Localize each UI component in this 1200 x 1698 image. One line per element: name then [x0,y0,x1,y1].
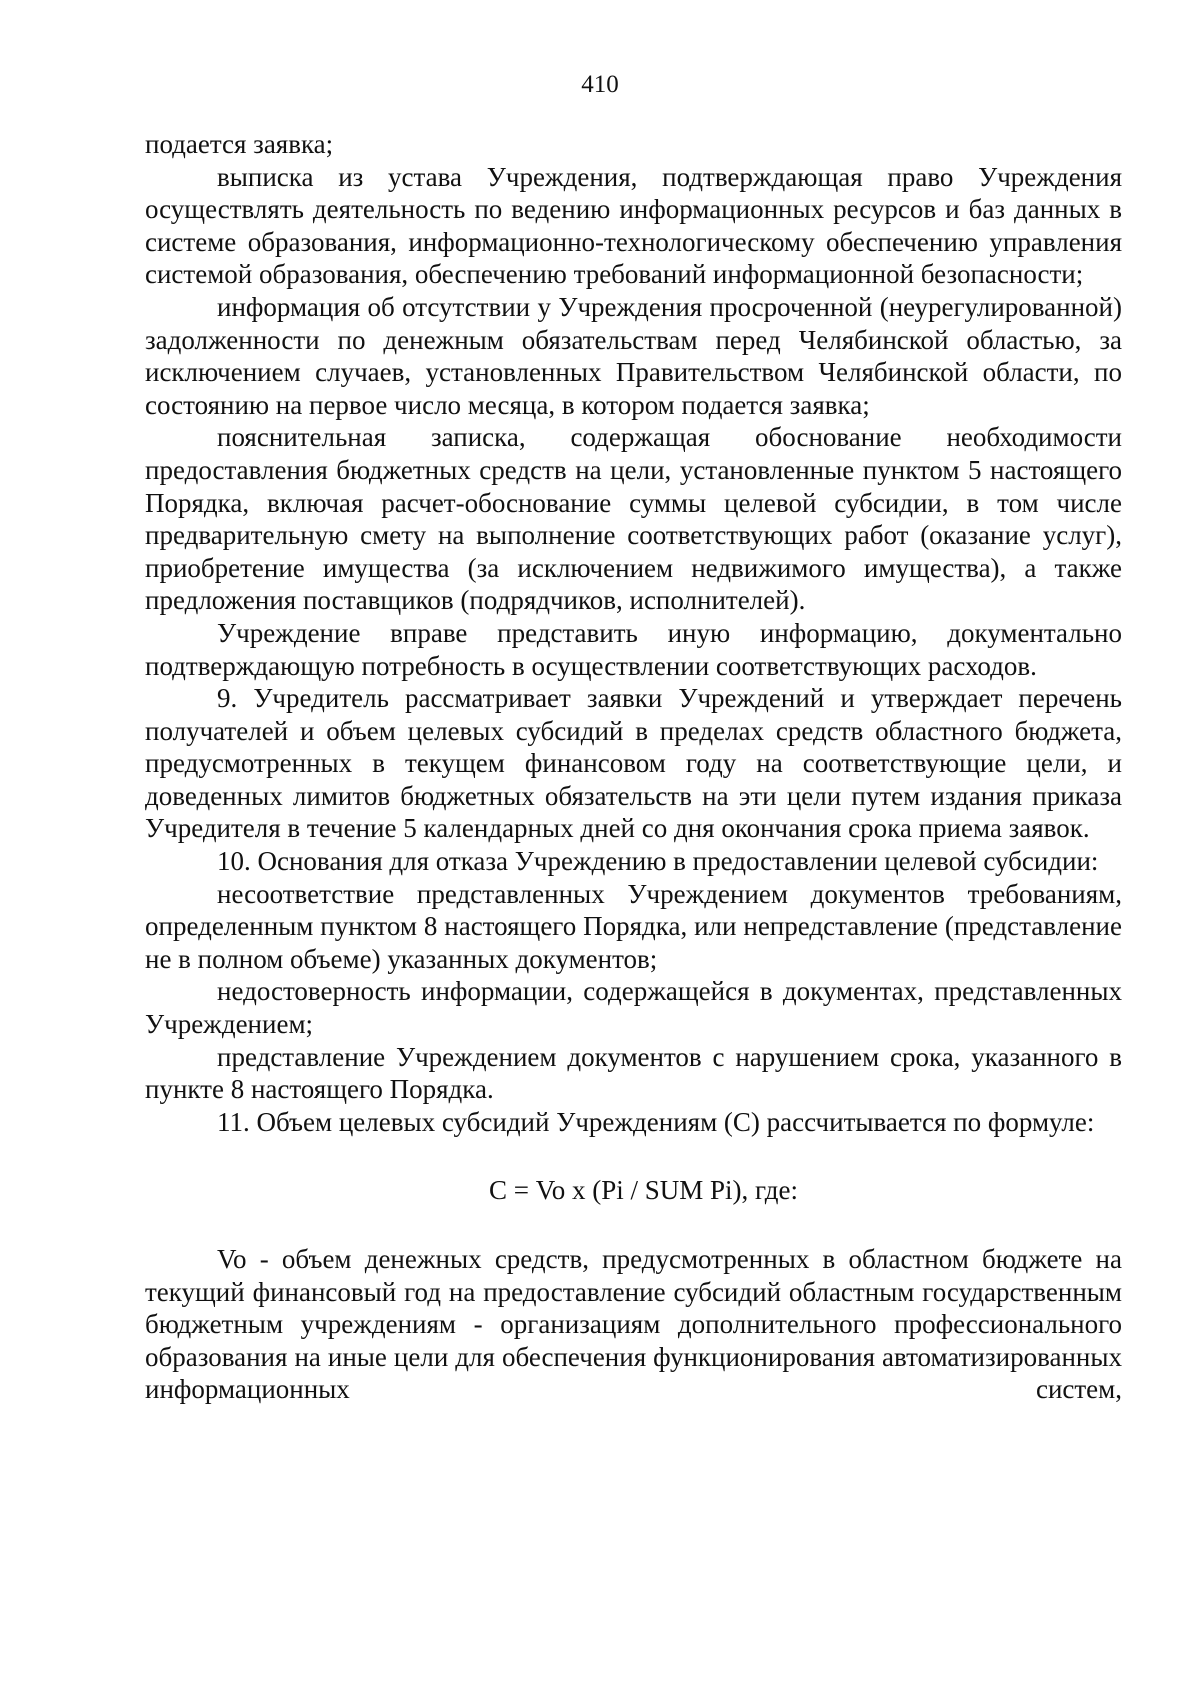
paragraph-other-info: Учреждение вправе представить иную информацию, документально подтверждающую потребность в осуществлении соответствующих расходов. [145,617,1122,681]
paragraph-charter-extract: выписка из устава Учреждения, подтверждающая право Учреждения осуществлять деятельность по ведению информационных ресурсов и баз данных в системе образования, информационно-технологическому обеспечению управления системой образования, обеспечению требований информационной безопасности; [145,161,1122,290]
paragraph-continuation: подается заявка; [145,129,334,159]
paragraph-item-11: 11. Объем целевых субсидий Учреждениям (С) рассчитывается по формуле: [217,1106,1095,1137]
paragraph-item-9: 9. Учредитель рассматривает заявки Учреждений и утверждает перечень получателей и объем целевых субсидий в пределах средств областного бюджета, предусмотренных в текущем финансовом году на соответствующие цели, и доведенных лимитов бюджетных обязательств на эти цели путем издания приказа Учредителя в течение 5 календарных дней со дня окончания срока приема заявок. [145,683,1122,844]
paragraph-explanatory-note: пояснительная записка, содержащая обоснование необходимости предоставления бюджетных средств на цели, установленные пунктом 5 настоящего Порядка, включая расчет-обоснование суммы целевой субсидии, в том числе предварительную смету на выполнение соответствующих работ (оказание услуг), приобретение имущества (за исключением недвижимого имущества), а также предложения поставщиков (подрядчиков, исполнителей). [145,422,1122,616]
paragraph-no-debt-info: информация об отсутствии у Учреждения просроченной (неурегулированной) задолженности по денежным обязательствам перед Челябинской областью, за исключением случаев, установленных Правительством Челябинской области, по состоянию на первое число месяца, в котором подается заявка; [145,291,1122,420]
paragraph-item-10: 10. Основания для отказа Учреждению в предоставлении целевой субсидии: [217,846,1099,877]
page-number: 410 [581,71,619,98]
document-body [145,128,1122,1406]
paragraph-refusal-reason-3: представление Учреждением документов с нарушением срока, указанного в пункте 8 настоящего Порядка. [145,1041,1122,1105]
paragraph-refusal-reason-2: недостоверность информации, содержащейся в документах, представленных Учреждением; [145,976,1122,1040]
subsidy-formula: С = Vo x (Pi / SUM Pi), где: [489,1175,798,1206]
paragraph-vo-definition: Vo - объем денежных средств, предусмотренных в областном бюджете на текущий финансовый год на предоставление субсидий областным государственным бюджетным учреждениям - организациям дополнительного профессионального образования на иные цели для обеспечения функционирования автоматизированных информационных систем, [145,1244,1122,1405]
paragraph-refusal-reason-1: несоответствие представленных Учреждением документов требованиям, определенным пунктом 8 настоящего Порядка, или непредставление (представление не в полном объеме) указанных документов; [145,878,1122,974]
